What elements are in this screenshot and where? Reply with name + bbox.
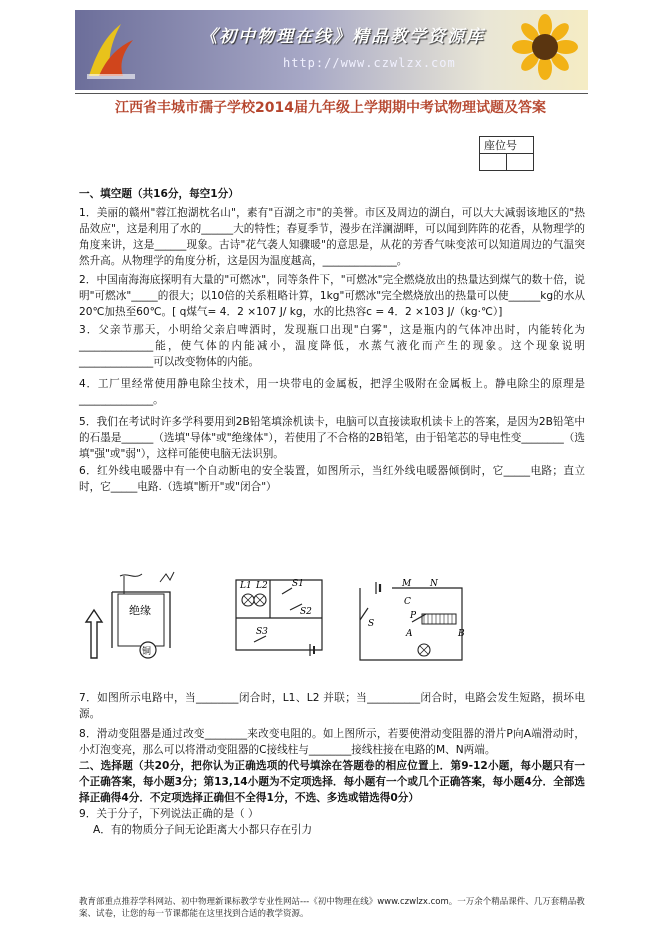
seat-label: 座位号 [480,137,534,154]
question-2: 2．中国南海海底探明有大量的"可燃冰"，同等条件下，"可燃冰"完全燃烧放出的热量达到煤气的数十倍，说明"可燃冰"_____的很大；以10倍的关系粗略计算，1kg"可燃冰"完全燃烧放出的热量可以使______kg的水从20℃加热至60℃。[ q煤气= 4．2 ×107 J/ kg，水的比热容c = 4．2 ×103 J/（kg·℃）] [79,274,585,318]
question-9-option-a: A．有的物质分子间无论距离大小都只存在引力 [93,824,313,836]
banner-url[interactable]: http://www.czwlzx.com [283,56,456,70]
fig2-label-s2: S2 [300,607,312,617]
fig2-label-l1: L1 [240,581,252,591]
fig1-label-insulator: 绝缘 [129,604,151,617]
figure-parallel-circuit [230,570,330,660]
question-5: 5．我们在考试时许多学科要用到2B铅笔填涂机读卡，电脑可以直接读取机读卡上的答案，是因为2B铅笔中的石墨是______（选填"导体"或"绝缘体"），若使用了不合格的2B铅笔，由于铅笔芯的导电性变________（选填"强"或"弱"），这样可能使电脑无法识别。 [79,416,585,460]
figure-tilt-switch [84,570,194,662]
page-footer: 教育部重点推荐学科网站、初中物理新课标教学专业性网站---《初中物理在线》www.czwlzx.com。一万余个精品课件、几万套精品教案、试卷，让您的每一节课都能在这里找到合适的教学资源。 [79,897,585,919]
section-continued [79,690,585,838]
fig3-label-b: B [458,629,465,639]
figure-rheostat-circuit [352,574,472,666]
fig2-label-s3: S3 [256,627,268,637]
question-6: 6．红外线电暖器中有一个自动断电的安全装置，如图所示，当红外线电暖器倾倒时，它_____电路；直立时，它_____电路.（选填"断开"或"闭合"） [79,465,585,493]
banner-title: 《初中物理在线》精品教学资源库 [200,27,485,47]
section-heading: 一、填空题（共16分，每空1分） [79,188,239,200]
site-logo-icon [81,18,141,82]
fig3-label-p: P [410,611,417,621]
question-9: 9．关于分子，下列说法正确的是（ ） [79,808,259,820]
fig3-label-c: C [404,597,411,607]
fig1-label-copper: 铜 [142,647,152,657]
question-8: 8．滑动变阻器是通过改变________来改变电阻的。如上图所示，若要使滑动变阻器的滑片P向A端滑动时，小灯泡变亮，那么可以将滑动变阻器的C接线柱与________接线柱接在电路的M、N两端。 [79,728,585,756]
seat-number-table [479,136,534,171]
sunflower-icon [510,14,580,86]
up-arrow-icon [86,610,102,658]
question-3: 3．父亲节那天，小明给父亲启啤酒时，发现瓶口出现"白雾"，这是瓶内的气体冲出时，内能转化为______________能，使气体的内能减小，温度降低，水蒸气液化而产生的现象。这个现象说明______________可以改变物体的内能。 [79,324,585,368]
question-1: 1．美丽的赣州"蓉江抱湖枕名山"，素有"百湖之市"的美誉。市区及周边的湖白，可以大大减弱该地区的"热品效应"，这是利用了水的______大的特性；春夏季节，漫步在洋澜湖畔，可以闻到阵阵的花香，从物理学的角度来讲，这是______现象。古诗"花气袭人知骤暖"的意思是，从花的芳香气味变浓可以知道周边的气温突然升高。从物理学的角度分析，这是因为温度越高，______________。 [79,207,585,267]
document-title: 江西省丰城市孺子学校2014届九年级上学期期中考试物理试题及答案 [115,100,546,116]
fig3-label-s: S [368,619,375,629]
question-7: 7．如图所示电路中，当________闭合时，L1、L2 并联；当__________闭合时，电路会发生短路，损坏电源。 [79,692,585,720]
fig2-label-s1: S1 [292,579,304,589]
seat-cell [507,154,534,171]
seat-cell [480,154,507,171]
fig3-label-m: M [402,579,412,589]
section-choice-heading: 二、选择题（共20分，把你认为正确选项的代号填涂在答题卷的相应位置上．第9-12小题，每小题只有一个正确答案，每小题3分；第13,14小题为不定项选择．每小题有一个或几个正确答案，每小题4分．全部选择正确得4分．不定项选择正确但不全得1分，不选、多选或错选得0分） [79,760,585,804]
fig2-label-l2: L2 [256,581,268,591]
fig3-label-n: N [430,579,438,589]
section-fill-in [79,186,585,495]
fig3-label-a: A [406,629,413,639]
question-4: 4．工厂里经常使用静电除尘技术，用一块带电的金属板，把浮尘吸附在金属板上。静电除尘的原理是______________。 [79,378,585,406]
header-banner [75,10,588,90]
header-rule [75,93,588,94]
